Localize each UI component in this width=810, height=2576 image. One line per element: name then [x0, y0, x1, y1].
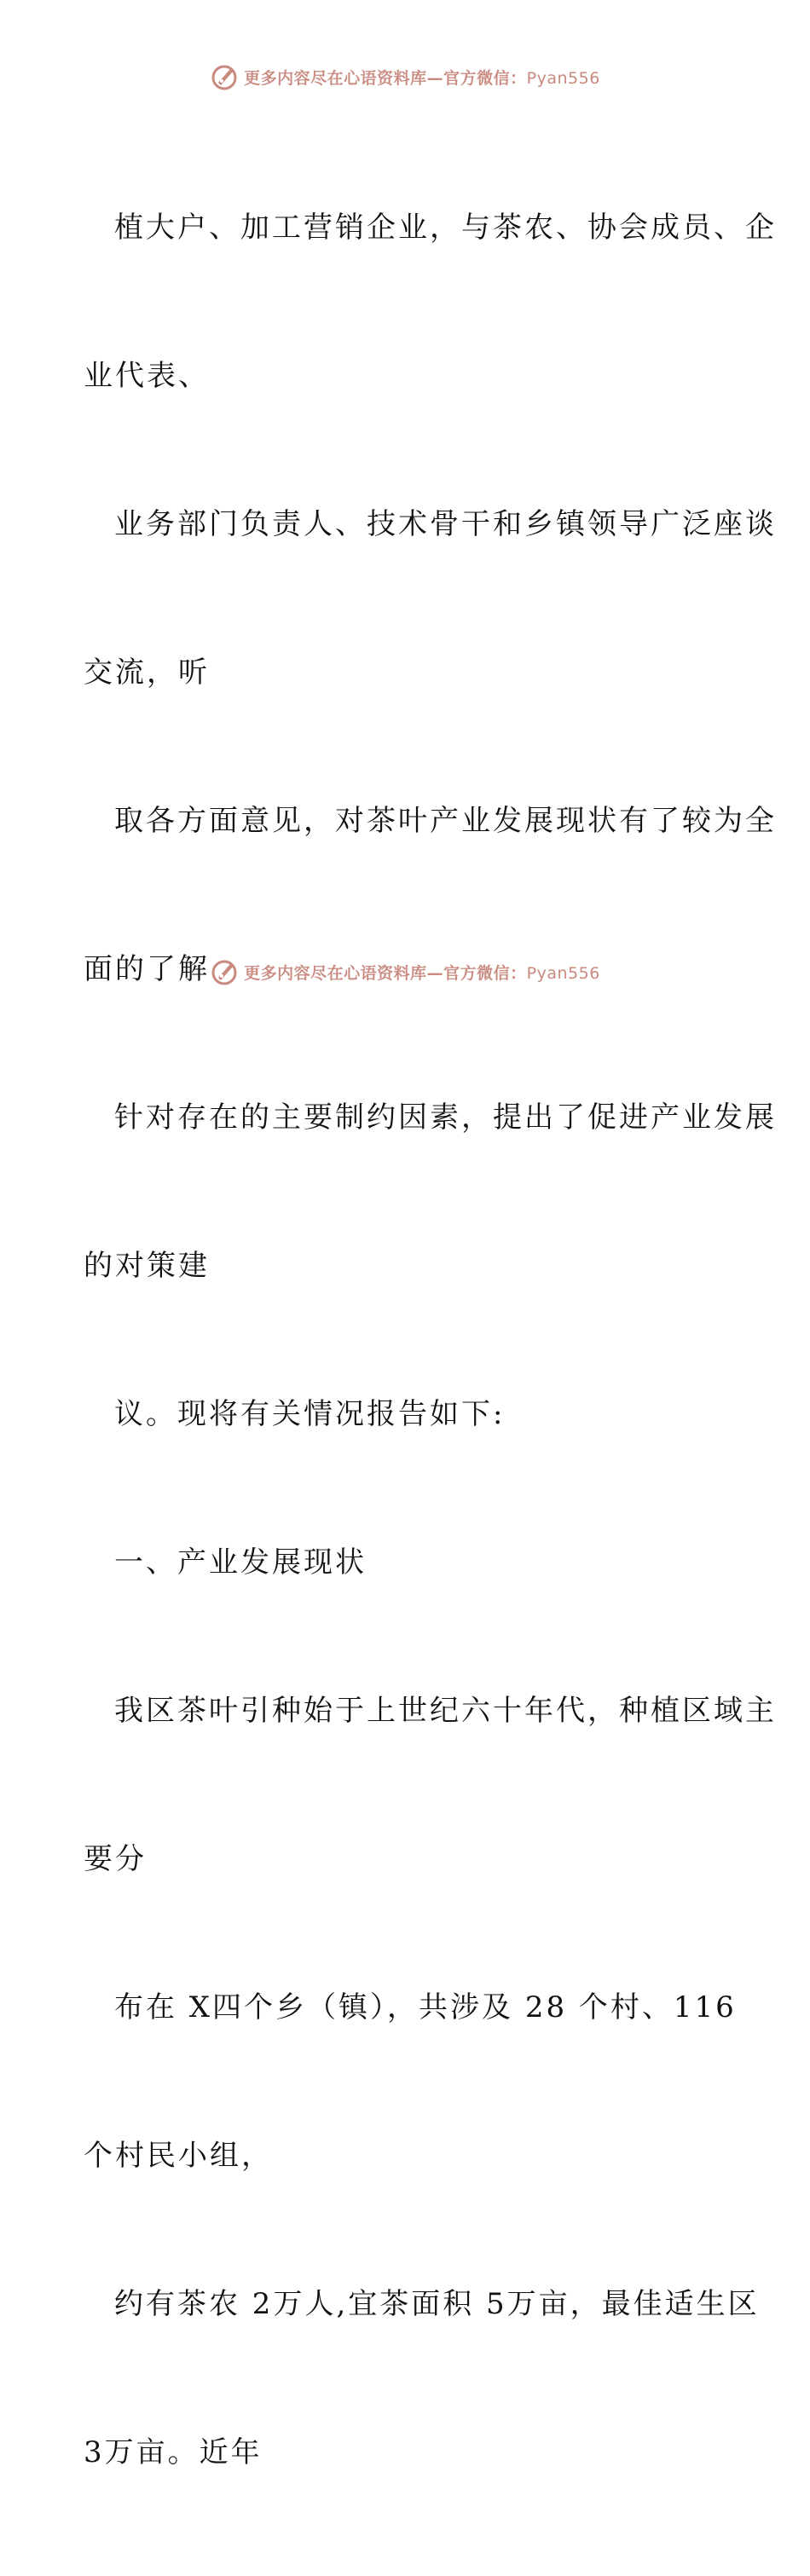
- footer-watermark: [0, 955, 810, 989]
- text-line: 业务部门负责人、技术骨干和乡镇领导广泛座谈: [114, 507, 777, 541]
- pen-in-circle-logo-icon: [210, 957, 239, 986]
- document-body: [84, 104, 777, 2576]
- text-line: 我区茶叶引种始于上世纪六十年代，种植区域主: [114, 1694, 777, 1728]
- text-line: 面的了解: [84, 952, 210, 986]
- watermark-text: 更多内容尽在心语资料库—官方微信：Pyan556: [244, 963, 600, 983]
- pen-in-circle-logo-icon: [210, 62, 239, 91]
- text-line: 个村民小组，: [84, 2139, 273, 2173]
- watermark-text: 更多内容尽在心语资料库—官方微信：Pyan556: [244, 68, 600, 88]
- text-line: 针对存在的主要制约因素，提出了促进产业发展: [114, 1100, 777, 1135]
- text-line: 的对策建: [84, 1249, 210, 1283]
- text-line: 植大户、加工营销企业，与茶农、协会成员、企: [114, 211, 777, 245]
- text-line: 议。现将有关情况报告如下:: [114, 1397, 506, 1431]
- text-line: 交流，听: [84, 656, 210, 690]
- text-line: 业代表、: [84, 359, 210, 393]
- text-line: 取各方面意见，对茶叶产业发展现状有了较为全: [114, 804, 777, 838]
- text-line: 布在 X四个乡（镇），共涉及 28 个村、116: [114, 1990, 737, 2024]
- text-line: 约有茶农 2万人,宜茶面积 5万亩，最佳适生区: [114, 2287, 760, 2321]
- text-line: 3万亩。近年: [84, 2435, 263, 2469]
- section-heading: 一、产业发展现状: [114, 1545, 367, 1580]
- body-paragraph: [84, 104, 777, 2576]
- header-watermark: [0, 60, 810, 94]
- text-line: 要分: [84, 1842, 147, 1876]
